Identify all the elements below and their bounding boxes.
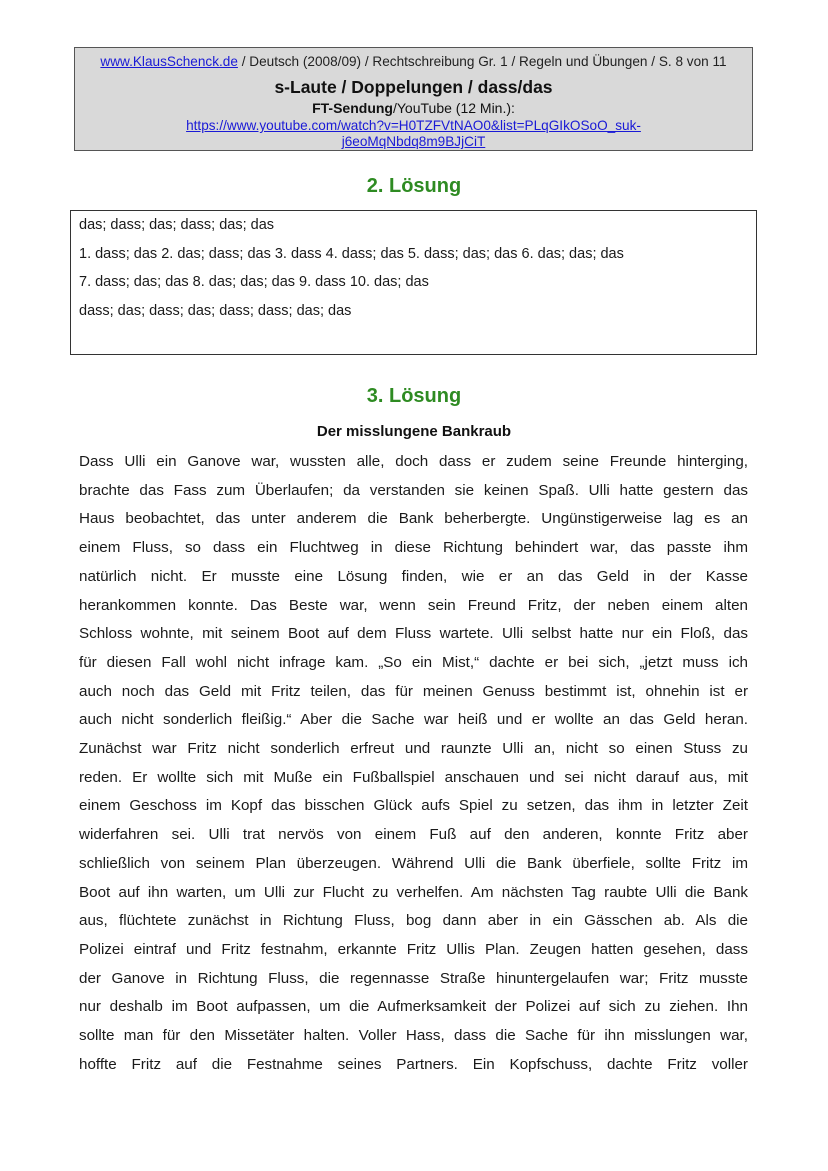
story-line: herankommen konnte. Das Beste war, wenn sein Freund Fritz, der neben einem alten bbox=[79, 596, 748, 614]
story-line: einem Fluss, so dass ein Fluchtweg in diese Richtung behindert war, das passte ihm bbox=[79, 539, 748, 557]
answer-box bbox=[70, 210, 757, 355]
ft-source: /YouTube (12 Min.): bbox=[392, 100, 515, 116]
story-line: auch noch das Geld mit Fritz teilen, das für meinen Genuss bestimmt ist, ohnehin ist er bbox=[79, 682, 748, 700]
answer-line: 1. dass; das 2. das; dass; das 3. dass 4. dass; das 5. dass; das; das 6. das; das; das bbox=[79, 246, 624, 262]
story-line: Schloss wohnte, mit seinem Boot auf dem Fluss wartete. Ulli selbst hatte nur ein Floß, das bbox=[79, 625, 748, 643]
story-line: nur deshalb im Boot aufpassen, um die Aufmerksamkeit der Polizei auf sich zu ziehen. Ihn bbox=[79, 998, 748, 1016]
story-line: einem Geschoss im Kopf das bisschen Glück aufs Spiel zu setzen, das ihm in letzter Zeit bbox=[79, 797, 748, 815]
header-meta: / Deutsch (2008/09) / Rechtschreibung Gr. 1 / Regeln und Übungen / S. 8 von 11 bbox=[237, 54, 727, 69]
story-line: Boot auf ihn warten, um Ulli zur Flucht zu verhelfen. Am nächsten Tag raubte Ulli die Bank bbox=[79, 883, 748, 901]
youtube-link[interactable] bbox=[145, 118, 682, 150]
story-line: natürlich nicht. Er musste eine Lösung finden, wie er an das Geld in der Kasse bbox=[79, 567, 748, 585]
story-line: Haus beobachtet, das unter anderem die Bank beherbergte. Ungünstigerweise lag es an bbox=[79, 510, 748, 528]
story-line: reden. Er wollte sich mit Muße ein Fußballspiel anschauen und sei nicht darauf aus, mit bbox=[79, 768, 748, 786]
story-title: Der misslungene Bankraub bbox=[316, 423, 512, 440]
story-line: widerfahren sei. Ulli trat nervös von einem Fuß auf den anderen, konnte Fritz aber bbox=[79, 826, 748, 844]
story-line: für diesen Fall wohl nicht infrage kam. „So ein Mist,“ dachte er bei sich, „jetzt muss ich bbox=[79, 653, 748, 671]
header-meta-line bbox=[75, 54, 752, 70]
story-line: Polizei eintraf und Fritz festnahm, erkannte Fritz Ullis Plan. Zeugen hatten gesehen, dass bbox=[79, 940, 748, 958]
site-link[interactable]: www.KlausSchenck.de bbox=[100, 54, 238, 69]
youtube-link-part1[interactable]: https://www.youtube.com/watch?v=H0TZFVtNAO0&list=PLqGIkOSoO_suk- bbox=[186, 118, 641, 133]
story-line: auch nicht sonderlich fleißig.“ Aber die Sache war heiß und er wollte an das Geld heran. bbox=[79, 711, 748, 729]
section-2-title: 2. Lösung bbox=[366, 175, 462, 197]
story-line: brachte das Fass zum Überlaufen; da verstanden sie keinen Spaß. Ulli hatte gestern das bbox=[79, 481, 748, 499]
ft-line bbox=[75, 100, 752, 116]
answer-line: 7. dass; das; das 8. das; das; das 9. dass 10. das; das bbox=[79, 274, 429, 290]
story-line: Zunächst war Fritz nicht sonderlich erfreut und raunzte Ulli an, nicht so einen Stuss zu bbox=[79, 740, 748, 757]
answer-line: dass; das; dass; das; dass; dass; das; das bbox=[79, 303, 352, 319]
story-line: aus, flüchtete zunächst in Richtung Fluss, bog dann aber in ein Gässchen ab. Als die bbox=[79, 912, 748, 930]
story-line: schließlich von seinem Plan überzeugen. Während Ulli die Bank überfiele, sollte Fritz im bbox=[79, 854, 748, 872]
answer-line: das; dass; das; dass; das; das bbox=[79, 217, 275, 233]
story-line: der Ganove in Richtung Fluss, die regennasse Straße hinuntergelaufen war; Fritz musste bbox=[79, 969, 748, 987]
document-header bbox=[74, 47, 753, 151]
story-line: sollte man für den Missetäter halten. Voller Hass, dass die Sache für ihn misslungen war, bbox=[79, 1027, 748, 1044]
ft-label: FT-Sendung bbox=[312, 100, 393, 116]
section-3-title: 3. Lösung bbox=[366, 385, 462, 407]
document-title: s-Laute / Doppelungen / dass/das bbox=[274, 77, 553, 97]
youtube-link-part2[interactable]: j6eoMqNbdq8m9BJjCiT bbox=[341, 134, 486, 149]
story-line: Dass Ulli ein Ganove war, wussten alle, doch dass er zudem seine Freunde hinterging, bbox=[79, 453, 748, 470]
story-line: hoffte Fritz auf die Festnahme seines Partners. Ein Kopfschuss, dachte Fritz voller bbox=[79, 1055, 748, 1073]
